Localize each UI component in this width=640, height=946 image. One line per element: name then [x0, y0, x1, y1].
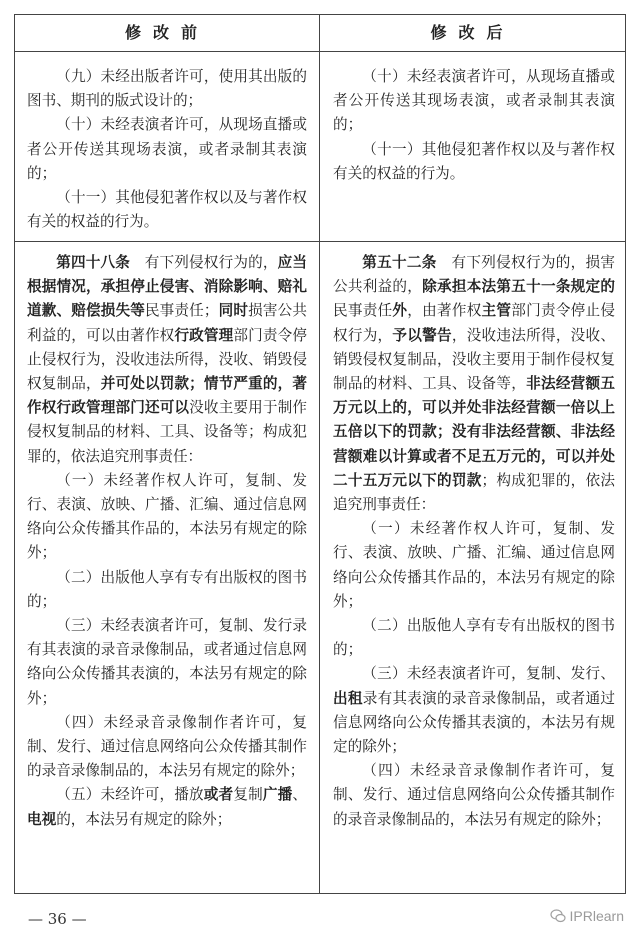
- header-after: 修改后: [430, 23, 515, 42]
- bold-text: 广播: [262, 786, 293, 804]
- paragraph: [27, 65, 307, 113]
- bold-text: 第五十二条: [362, 254, 437, 271]
- text-run: 部门责令停止侵权行为，没收违法所得，没收、销毁侵权复制品，: [27, 326, 307, 393]
- bold-text: 除承担本法第五十一条规定的: [422, 278, 615, 296]
- bold-text: 主管: [481, 302, 512, 320]
- text-run: 复制: [233, 786, 263, 804]
- text-run: （九）未经出版者许可，使用其出版的图书、期刊的版式设计的；: [27, 68, 307, 110]
- bold-text: 电视: [27, 810, 57, 828]
- text-run: 民事责任: [333, 302, 393, 320]
- text-run: （二）出版他人享有专有出版权的图书的；: [27, 568, 307, 610]
- row1-after-cell: [333, 65, 615, 186]
- column-divider: [319, 15, 320, 893]
- paragraph: [333, 138, 615, 186]
- bold-text: 或者: [203, 786, 234, 804]
- row2-after-cell: [333, 251, 615, 832]
- watermark-text: IPRlearn: [569, 908, 624, 924]
- text-run: （十）未经表演者许可，从现场直播或者公开传送其现场表演，或者录制其表演的；: [333, 68, 615, 134]
- text-run: 录有其表演的录音录像制品，或者通过信息网络向公众传播其表演的，本法另有规定的除外；: [333, 689, 615, 756]
- paragraph: [27, 614, 307, 711]
- text-run: ，没收违法所得，没收、销毁侵权复制品，没收主要用于制作侵权复制品的材料、工具、设备等，: [333, 326, 615, 393]
- paragraph: [333, 662, 615, 759]
- text-run: （二）出版他人享有专有出版权的图书的；: [333, 617, 615, 659]
- text-run: 、: [292, 786, 307, 804]
- comparison-table: [14, 14, 626, 894]
- paragraph: [27, 711, 307, 784]
- paragraph: [333, 251, 615, 517]
- paragraph: [27, 469, 307, 566]
- text-run: （三）未经表演者许可，复制、发行、: [362, 665, 615, 683]
- text-run: 部门责令停止侵权行为，: [333, 302, 615, 344]
- bold-text: 予以警告: [392, 326, 452, 344]
- text-run: ；构成犯罪的，依法追究刑事责任：: [333, 471, 615, 514]
- paragraph: [27, 566, 307, 614]
- row2-before-cell: [27, 251, 307, 832]
- page-number: — 36 —: [28, 910, 87, 928]
- header-divider: [15, 51, 625, 52]
- paragraph: [333, 614, 615, 662]
- paragraph: [27, 113, 307, 186]
- row-divider: [15, 241, 625, 242]
- bold-text: 同时: [218, 302, 249, 320]
- text-run: （四）未经录音录像制作者许可，复制、发行、通过信息网络向公众传播其制作的录音录像制品的，本法另有规定的除外；: [27, 713, 307, 780]
- text-run: 的，本法另有规定的除外；: [56, 810, 232, 828]
- paragraph: [27, 251, 307, 469]
- bold-text: 外: [392, 302, 408, 320]
- text-run: 损害公共利益的，可以由著作权: [27, 302, 307, 344]
- bold-text: 第四十八条: [56, 254, 130, 271]
- text-run: ，由著作权: [407, 302, 482, 320]
- header-before: 修改前: [124, 23, 209, 42]
- text-run: （十一）其他侵犯著作权以及与著作权有关的权益的行为。: [333, 140, 615, 182]
- row1-before-cell: [27, 65, 307, 234]
- text-run: 没收主要用于制作侵权复制品的材料、工具、设备等；构成犯罪的，依法追究刑事责任：: [27, 399, 307, 465]
- bold-text: 出租: [333, 689, 363, 707]
- text-run: 有下列侵权行为的，损害公共利益的，: [333, 254, 615, 296]
- text-run: 民事责任；: [144, 302, 219, 320]
- bold-text: 非法经营额五万元以上的，可以并处非法经营额一倍以上五倍以下的罚款；没有非法经营额、非法经营额难以计算或者不足五万元的，可以并处二十五万元以下的罚款: [333, 375, 615, 489]
- text-run: （三）未经表演者许可，复制、发行录有其表演的录音录像制品，或者通过信息网络向公众传播其表演的，本法另有规定的除外；: [27, 617, 307, 707]
- text-run: （十）未经表演者许可，从现场直播或者公开传送其现场表演，或者录制其表演的；: [27, 116, 307, 182]
- paragraph: [333, 759, 615, 832]
- watermark-logo: [550, 908, 624, 924]
- paragraph: [333, 517, 615, 614]
- paragraph: [27, 186, 307, 234]
- text-run: （一）未经著作权人许可，复制、发行、表演、放映、广播、汇编、通过信息网络向公众传播其作品的，本法另有规定的除外；: [333, 520, 615, 610]
- bold-text: 并可处以罚款；情节严重的，著作权行政管理部门还可以: [27, 375, 307, 417]
- wechat-icon: [550, 908, 566, 924]
- bold-text: 行政管理: [174, 326, 234, 344]
- text-run: （一）未经著作权人许可，复制、发行、表演、放映、广播、汇编、通过信息网络向公众传播其作品的，本法另有规定的除外；: [27, 471, 307, 562]
- text-run: 有下列侵权行为的，: [130, 254, 278, 271]
- bold-text: 应当根据情况，承担停止侵害、消除影响、赔礼道歉、赔偿损失等: [27, 254, 307, 320]
- paragraph: [27, 783, 307, 831]
- text-run: （四）未经录音录像制作者许可，复制、发行、通过信息网络向公众传播其制作的录音录像制品的，本法另有规定的除外；: [333, 762, 615, 828]
- text-run: （五）未经许可，播放: [56, 786, 204, 804]
- paragraph: [333, 65, 615, 138]
- text-run: （十一）其他侵犯著作权以及与著作权有关的权益的行为。: [27, 189, 307, 231]
